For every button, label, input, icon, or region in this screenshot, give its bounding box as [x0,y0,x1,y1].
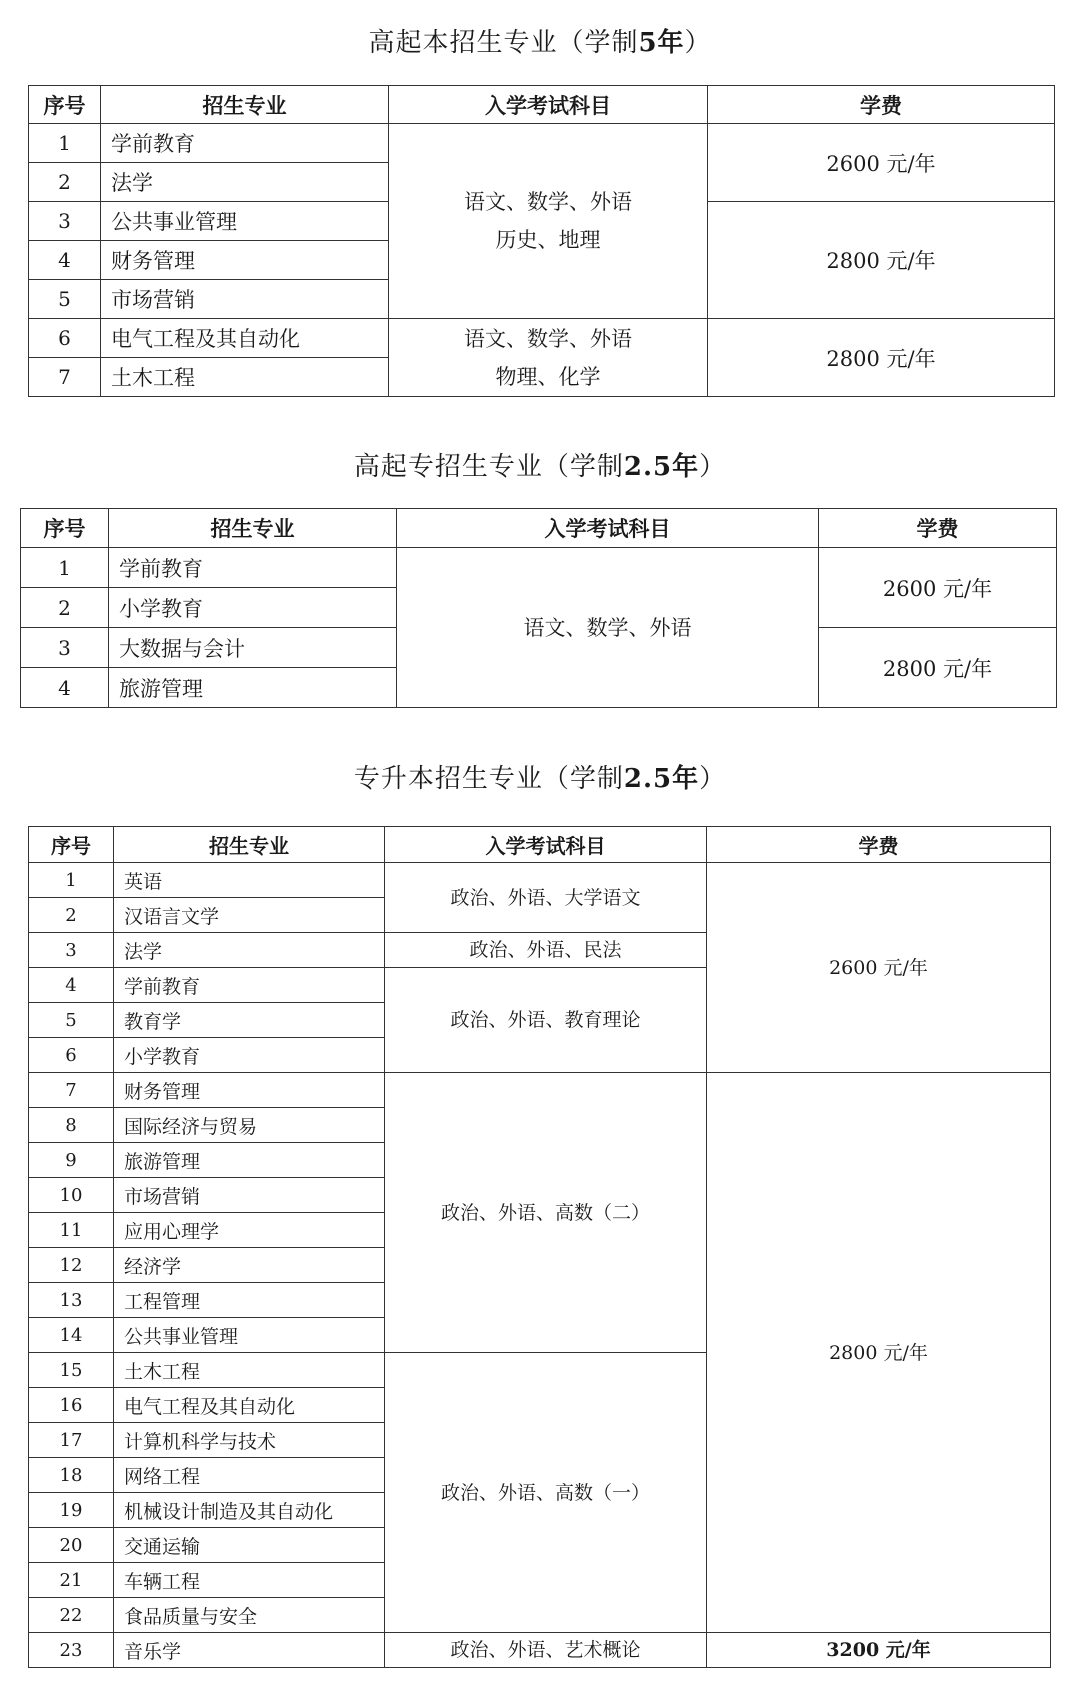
header-subjects: 入学考试科目 [385,827,707,863]
row-major: 小学教育 [109,588,397,628]
row-num: 5 [29,280,101,319]
row-major: 法学 [101,163,389,202]
row-major: 财务管理 [101,241,389,280]
row-major: 土木工程 [101,358,389,397]
table-gaoqizhuan [20,508,1057,708]
header-subjects: 入学考试科目 [397,509,819,548]
row-num: 17 [29,1423,114,1458]
header-major: 招生专业 [101,86,389,124]
row-num: 20 [29,1528,114,1563]
row-major: 土木工程 [114,1353,385,1388]
row-num: 4 [29,241,101,280]
row-num: 2 [29,163,101,202]
table-header-row [29,827,1051,863]
row-num: 15 [29,1353,114,1388]
row-num: 3 [29,202,101,241]
row-major: 电气工程及其自动化 [114,1388,385,1423]
row-major: 市场营销 [114,1178,385,1213]
row-num: 12 [29,1248,114,1283]
row-major: 学前教育 [101,124,389,163]
row-major: 学前教育 [109,548,397,588]
row-num: 6 [29,1038,114,1073]
header-major: 招生专业 [109,509,397,548]
row-num: 4 [21,668,109,708]
section-title-gaoqiben: 高起本招生专业（学制5年） [368,28,712,58]
row-num: 7 [29,358,101,397]
row-major: 市场营销 [101,280,389,319]
row-major: 机械设计制造及其自动化 [114,1493,385,1528]
header-subjects: 入学考试科目 [389,86,708,124]
section-title-gaoqizhuan: 高起专招生专业（学制2.5年） [353,452,727,482]
row-major: 小学教育 [114,1038,385,1073]
row-num: 1 [29,863,114,898]
exam-subjects: 政治、外语、艺术概论 [385,1633,707,1668]
row-major: 汉语言文学 [114,898,385,933]
header-fee: 学费 [707,827,1051,863]
table-row [21,548,1057,588]
row-num: 6 [29,319,101,358]
row-major: 交通运输 [114,1528,385,1563]
row-num: 18 [29,1458,114,1493]
tuition-fee: 2800 元/年 [708,319,1055,397]
row-num: 23 [29,1633,114,1668]
row-num: 3 [21,628,109,668]
row-major: 车辆工程 [114,1563,385,1598]
row-num: 19 [29,1493,114,1528]
row-major: 旅游管理 [114,1143,385,1178]
row-major: 国际经济与贸易 [114,1108,385,1143]
row-major: 教育学 [114,1003,385,1038]
row-num: 1 [21,548,109,588]
table-header-row [29,86,1055,124]
table-row [29,1073,1051,1108]
header-num: 序号 [21,509,109,548]
row-num: 7 [29,1073,114,1108]
table-row [29,1633,1051,1668]
exam-subjects: 政治、外语、高数（一） [385,1353,707,1633]
row-major: 电气工程及其自动化 [101,319,389,358]
row-num: 2 [21,588,109,628]
table-header-row [21,509,1057,548]
table-row [29,319,1055,358]
row-major: 财务管理 [114,1073,385,1108]
section-title-zhuanshengben: 专升本招生专业（学制2.5年） [353,764,727,794]
tuition-fee: 2600 元/年 [707,863,1051,1073]
tuition-fee: 3200 元/年 [707,1633,1051,1668]
row-num: 10 [29,1178,114,1213]
exam-subjects: 语文、数学、外语 物理、化学 [389,319,708,397]
exam-subjects: 政治、外语、高数（二） [385,1073,707,1353]
row-major: 网络工程 [114,1458,385,1493]
row-major: 英语 [114,863,385,898]
header-fee: 学费 [708,86,1055,124]
row-num: 1 [29,124,101,163]
row-num: 4 [29,968,114,1003]
row-major: 经济学 [114,1248,385,1283]
row-major: 法学 [114,933,385,968]
tuition-fee: 2600 元/年 [708,124,1055,202]
row-major: 计算机科学与技术 [114,1423,385,1458]
row-major: 音乐学 [114,1633,385,1668]
row-major: 大数据与会计 [109,628,397,668]
row-num: 21 [29,1563,114,1598]
tuition-fee: 2600 元/年 [819,548,1057,628]
row-major: 应用心理学 [114,1213,385,1248]
row-num: 9 [29,1143,114,1178]
tuition-fee: 2800 元/年 [707,1073,1051,1633]
header-num: 序号 [29,827,114,863]
row-num: 14 [29,1318,114,1353]
row-num: 8 [29,1108,114,1143]
row-num: 22 [29,1598,114,1633]
exam-subjects: 政治、外语、大学语文 [385,863,707,933]
row-num: 16 [29,1388,114,1423]
tuition-fee: 2800 元/年 [819,628,1057,708]
row-num: 13 [29,1283,114,1318]
row-num: 3 [29,933,114,968]
exam-subjects: 政治、外语、民法 [385,933,707,968]
row-major: 旅游管理 [109,668,397,708]
row-num: 5 [29,1003,114,1038]
row-major: 学前教育 [114,968,385,1003]
row-major: 公共事业管理 [101,202,389,241]
header-major: 招生专业 [114,827,385,863]
table-row [29,124,1055,163]
header-fee: 学费 [819,509,1057,548]
row-major: 食品质量与安全 [114,1598,385,1633]
header-num: 序号 [29,86,101,124]
exam-subjects: 语文、数学、外语 历史、地理 [389,124,708,319]
exam-subjects: 政治、外语、教育理论 [385,968,707,1073]
row-major: 公共事业管理 [114,1318,385,1353]
table-gaoqiben [28,85,1055,397]
table-zhuanshengben [28,826,1051,1668]
row-major: 工程管理 [114,1283,385,1318]
row-num: 2 [29,898,114,933]
tuition-fee: 2800 元/年 [708,202,1055,319]
exam-subjects: 语文、数学、外语 [397,548,819,708]
row-num: 11 [29,1213,114,1248]
table-row [29,863,1051,898]
